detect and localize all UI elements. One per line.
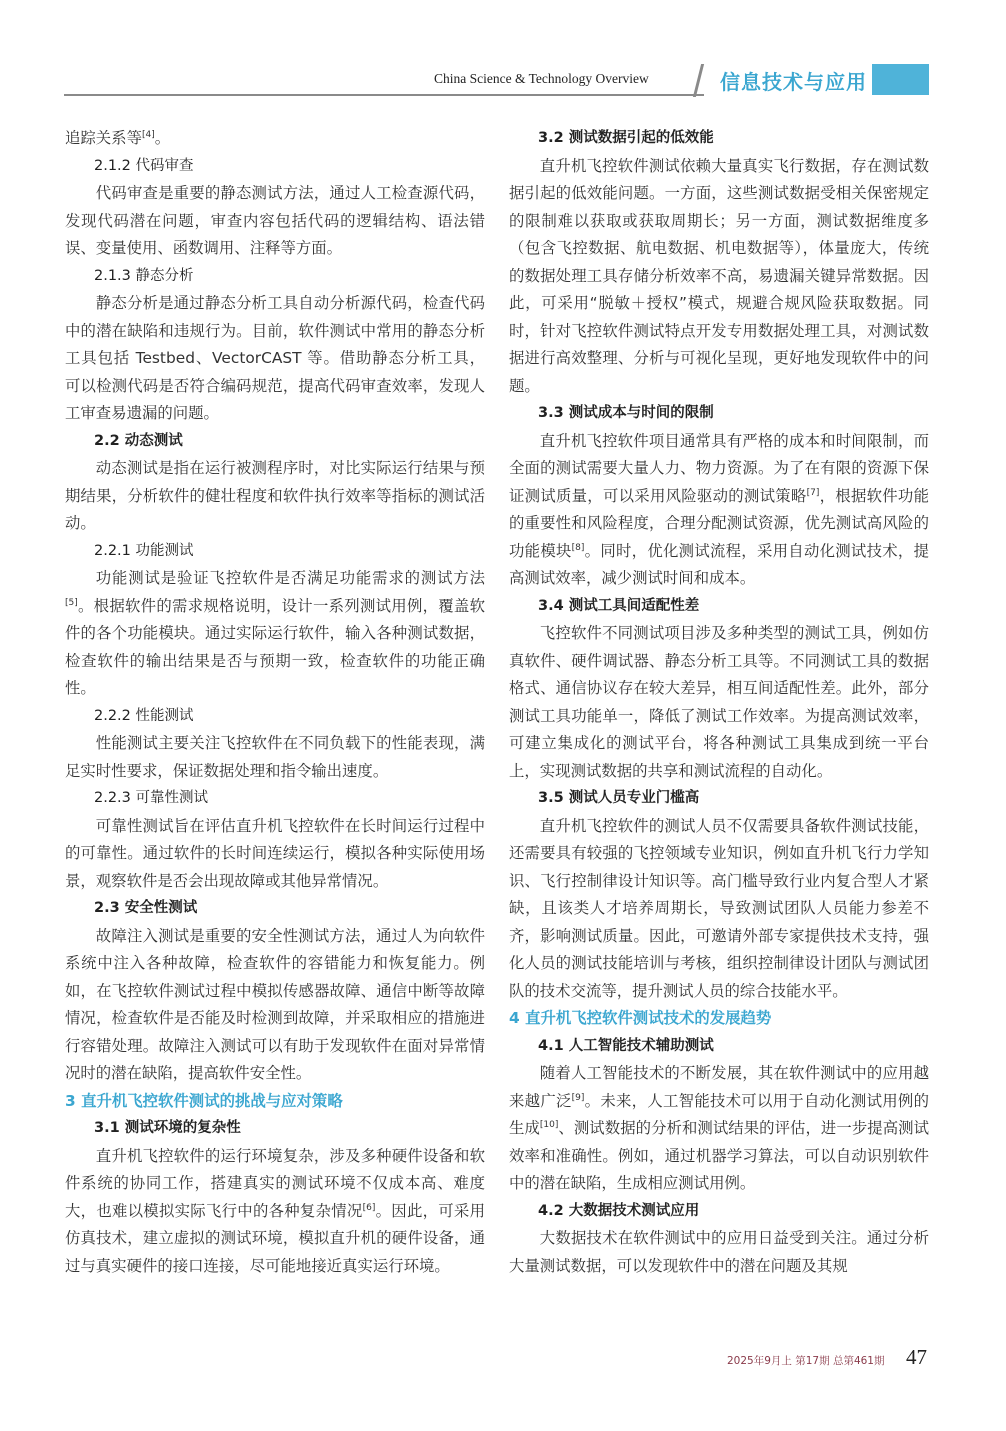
- text-run: 。根据软件的需求规格说明，设计一系列测试用例，覆盖软件的各个功能模块。通过实际运行软件，输入各种测试数据，检查软件的输出结果是否与预期一致，检查软件的功能正确性。: [65, 596, 485, 697]
- left-column: [65, 125, 485, 1280]
- paragraph: [65, 730, 485, 785]
- text-run: 。因此，可采用仿真技术，建立虚拟的测试环境，模拟直升机的硬件设备，通过与真实硬件的接口连接，尽可能地接近真实运行环境。: [65, 1201, 485, 1275]
- paragraph: [65, 565, 485, 703]
- text-run: 。: [154, 129, 171, 147]
- subsubsection-heading: [65, 538, 485, 566]
- text-run: 直升机飞控软件测试依赖大量真实飞行数据，存在测试数据引起的低效能问题。一方面，这些测试数据受相关保密规定的限制难以获取或获取周期长；另一方面，测试数据维度多（包含飞控数据、航电数据、机电数据等），体量庞大，传统的数据处理工具存储分析效率不高，易遗漏关键异常数据。因此，可采用“脱敏＋授权”模式，规避合规风险获取数据。同时，针对飞控软件测试特点开发专用数据处理工具，对测试数据进行高效整理、分析与可视化呈现，更好地发现软件中的问题。: [509, 156, 929, 395]
- subsection-heading: [509, 593, 929, 621]
- text-run: 3 直升机飞控软件测试的挑战与应对策略: [65, 1091, 343, 1110]
- subsection-heading: [65, 895, 485, 923]
- text-run: 追踪关系等: [65, 129, 142, 147]
- text-run: 功能测试是验证飞控软件是否满足功能需求的测试方法: [95, 569, 485, 587]
- citation-ref: [7]: [806, 487, 820, 498]
- paragraph: [509, 153, 929, 401]
- citation-ref: [10]: [539, 1120, 559, 1130]
- paragraph: [509, 1060, 929, 1198]
- paragraph: [65, 290, 485, 428]
- subsubsection-heading: [65, 703, 485, 731]
- citation-ref: [8]: [571, 542, 585, 553]
- text-run: 。同时，优化测试流程，采用自动化测试技术，提高测试效率，减少测试时间和成本。: [509, 541, 929, 587]
- text-run: 3.1 测试环境的复杂性: [94, 1120, 241, 1136]
- section-title: 信息技术与应用: [720, 70, 867, 94]
- text-run: 4.1 人工智能技术辅助测试: [538, 1037, 714, 1054]
- text-run: 4 直升机飞控软件测试技术的发展趋势: [509, 1009, 772, 1027]
- text-run: 静态分析是通过静态分析工具自动分析源代码，检查代码中的潜在缺陷和违规行为。目前，软件测试中常用的静态分析工具包括 Testbed、VectorCAST 等。借助静态分析工具，可以检测代码是否符合编码规范，提高代码审查效率，发现人工审查易遗漏的问题。: [65, 294, 485, 422]
- text-run: 故障注入测试是重要的安全性测试方法，通过人为向软件系统中注入各种故障，检查软件的容错能力和恢复能力。例如，在飞控软件测试过程中模拟传感器故障、通信中断等故障情况，检查软件是否能及时检测到故障，并采取相应的措施进行容错处理。故障注入测试可以有助于发现软件在面对异常情况时的潜在缺陷，提高软件安全性。: [65, 926, 485, 1082]
- text-run: 4.2 大数据技术测试应用: [538, 1202, 700, 1219]
- journal-name: China Science & Technology Overview: [434, 71, 649, 86]
- text-run: 飞控软件不同测试项目涉及多种类型的测试工具，例如仿真软件、硬件调试器、静态分析工具等。不同测试工具的数据格式、通信协议存在较大差异，相互间适配性差。此外，部分测试工具功能单一，降低了测试工作效率。为提高测试效率，可建立集成化的测试平台，将各种测试工具集成到统一平台上，实现测试数据的共享和测试流程的自动化。: [509, 624, 929, 780]
- paragraph: [65, 125, 485, 153]
- subsection-heading: [509, 785, 929, 813]
- subsection-heading: [509, 400, 929, 428]
- paragraph: [509, 813, 929, 1006]
- header-slash: [693, 64, 704, 97]
- subsection-heading: [65, 428, 485, 456]
- subsection-heading: [509, 1033, 929, 1061]
- text-run: 2.2.3 可靠性测试: [94, 790, 209, 806]
- text-run: 动态测试是指在运行被测程序时，对比实际运行结果与预期结果，分析软件的健壮程度和软件执行效率等指标的测试活动。: [65, 459, 485, 532]
- paragraph: [65, 180, 485, 263]
- text-run: 2.3 安全性测试: [94, 900, 198, 916]
- paragraph: [509, 1225, 929, 1280]
- text-run: ，根据软件功能的重要性和风险程度，合理分配测试资源，优先测试高风险的功能模块: [509, 486, 929, 560]
- issue-info: 2025年9月上 第17期 总第461期: [727, 1355, 885, 1367]
- paragraph: [65, 1143, 485, 1281]
- paragraph: [65, 923, 485, 1088]
- subsection-heading: [65, 1115, 485, 1143]
- text-run: 3.4 测试工具间适配性差: [538, 597, 700, 614]
- subsubsection-heading: [65, 263, 485, 291]
- text-run: 。未来，人工智能技术可以用于自动化测试用例的生成: [509, 1091, 929, 1137]
- citation-ref: [5]: [65, 597, 78, 608]
- text-run: 可靠性测试旨在评估直升机飞控软件在长时间运行过程中的可靠性。通过软件的长时间连续运行，模拟各种实际使用场景，观察软件是否会出现故障或其他异常情况。: [65, 816, 485, 890]
- text-run: 直升机飞控软件的测试人员不仅需要具备软件测试技能，还需要具有较强的飞控领域专业知识，例如直升机飞行力学知识、飞行控制律设计知识等。高门槛导致行业内复合型人才紧缺，且该类人才培养周期长，导致测试团队人员能力参差不齐，影响测试质量。因此，可邀请外部专家提供技术支持，强化人员的测试技能培训与考核，组织控制律设计团队与测试团队的技术交流等，提升测试人员的综合技能水平。: [509, 816, 929, 1000]
- text-run: 随着人工智能技术的不断发展，其在软件测试中的应用越来越广泛: [509, 1064, 929, 1110]
- section-heading: [65, 1088, 485, 1116]
- subsubsection-heading: [65, 785, 485, 813]
- text-run: 大数据技术在软件测试中的应用日益受到关注。通过分析大量测试数据，可以发现软件中的潜在问题及其规: [509, 1229, 929, 1275]
- text-run: 性能测试主要关注飞控软件在不同负载下的性能表现，满足实时性要求，保证数据处理和指令输出速度。: [65, 734, 485, 780]
- header-rule: [64, 94, 704, 96]
- paragraph: [65, 455, 485, 538]
- citation-ref: [6]: [362, 1202, 376, 1213]
- section-heading: [509, 1005, 929, 1033]
- paragraph: [65, 813, 485, 896]
- header-color-block: [872, 64, 929, 95]
- citation-ref: [4]: [141, 130, 155, 140]
- right-column: [509, 125, 929, 1280]
- text-run: 3.2 测试数据引起的低效能: [538, 130, 714, 146]
- paragraph: [509, 620, 929, 785]
- subsection-heading: [509, 125, 929, 153]
- text-run: 2.2.2 性能测试: [94, 707, 194, 724]
- paragraph: [509, 428, 929, 593]
- text-run: 直升机飞控软件项目通常具有严格的成本和时间限制，而全面的测试需要大量人力、物力资源。为了在有限的资源下保证测试质量，可以采用风险驱动的测试策略: [509, 431, 929, 505]
- text-run: 代码审查是重要的静态测试方法，通过人工检查源代码，发现代码潜在问题，审查内容包括代码的逻辑结构、语法错误、变量使用、函数调用、注释等方面。: [65, 184, 485, 257]
- text-run: 2.2.1 功能测试: [94, 542, 194, 559]
- text-run: 直升机飞控软件的运行环境复杂，涉及多种硬件设备和软件系统的协同工作，搭建真实的测试环境不仅成本高、难度大，也难以模拟实际飞行中的各种复杂情况: [65, 1146, 485, 1220]
- text-run: 2.1.2 代码审查: [94, 157, 194, 174]
- text-run: 2.1.3 静态分析: [94, 267, 194, 284]
- text-run: 2.2 动态测试: [94, 432, 183, 449]
- text-run: 、测试数据的分析和测试结果的评估，进一步提高测试效率和准确性。例如，通过机器学习算法，可以自动识别软件中的潜在缺陷，生成相应测试用例。: [509, 1119, 929, 1192]
- page-number: 47: [906, 1345, 927, 1369]
- text-run: 3.3 测试成本与时间的限制: [538, 405, 714, 421]
- subsection-heading: [509, 1198, 929, 1226]
- citation-ref: [9]: [571, 1092, 585, 1103]
- text-run: 3.5 测试人员专业门槛高: [538, 790, 700, 806]
- subsubsection-heading: [65, 153, 485, 181]
